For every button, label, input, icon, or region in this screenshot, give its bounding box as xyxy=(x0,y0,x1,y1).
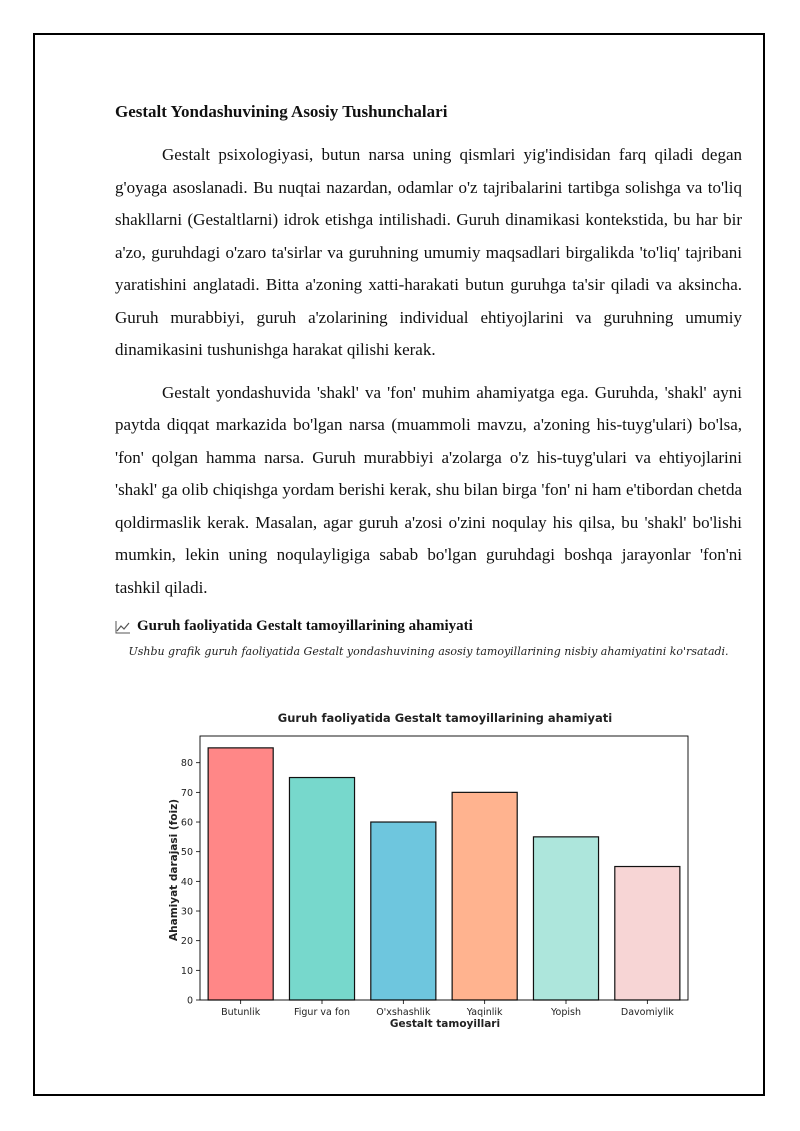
bar xyxy=(533,837,598,1000)
x-axis-label: Gestalt tamoyillari xyxy=(389,1018,501,1030)
paragraph-1: Gestalt psixologiyasi, butun narsa uning qismlari yig'indisidan farq qiladi degan g'oyaga asoslanadi. Bu nuqtai nazardan, odamlar o'z tajribalarini tartibga solishga va to'liq shakllarni (Gestaltlarni) idrok etishga intilishadi. Guruh dinamikasi kontekstida, bu har bir a'zo, guruhdagi o'zaro ta'sirlar va guruhning umumiy maqsadlari birgalikda 'to'liq' tajribani yaratishini anglatadi. Bitta a'zoning xatti-harakati butun guruhga ta'sir qiladi va aksincha. Guruh murabbiyi, guruh a'zolarining individual ehtiyojlarini va guruhning umumiy dinamikasini tushunishga harakat qilishi kerak. xyxy=(115,145,742,359)
y-axis-label: Ahamiyat darajasi (foiz) xyxy=(168,799,180,941)
x-tick-label: Davomiylik xyxy=(620,1007,674,1018)
chart-line-icon xyxy=(115,620,131,634)
x-tick-label: Figur va fon xyxy=(293,1007,351,1018)
chart-title: Guruh faoliyatida Gestalt tamoyillarining ahamiyati xyxy=(277,711,613,725)
bar xyxy=(615,867,680,1000)
chart-caption: Ushbu grafik guruh faoliyatida Gestalt yondashuvining asosiy tamoyillarining nisbiy ahamiyatini ko'rsatadi. xyxy=(128,645,729,658)
y-tick-label: 60 xyxy=(180,817,193,829)
bar xyxy=(452,792,517,1000)
y-tick-label: 50 xyxy=(180,847,193,859)
x-tick-label: Yopish xyxy=(551,1007,581,1018)
y-tick-label: 40 xyxy=(180,876,193,888)
bar-chart xyxy=(160,705,720,1035)
chart-heading xyxy=(115,618,742,635)
bar xyxy=(371,822,436,1000)
document-body xyxy=(115,100,742,658)
y-tick-label: 10 xyxy=(180,965,193,977)
y-tick-label: 70 xyxy=(180,787,193,799)
bar xyxy=(208,748,273,1000)
section-title: Gestalt Yondashuvining Asosiy Tushunchalari xyxy=(115,102,448,121)
bar xyxy=(289,778,354,1000)
x-tick-label: Yaqinlik xyxy=(466,1007,503,1018)
chart-heading-text: Guruh faoliyatida Gestalt tamoyillarining ahamiyati xyxy=(137,618,473,634)
plot-area xyxy=(181,736,688,1018)
y-tick-label: 0 xyxy=(186,995,193,1007)
paragraph-2: Gestalt yondashuvida 'shakl' va 'fon' muhim ahamiyatga ega. Guruhda, 'shakl' ayni paytda diqqat markazida bo'lgan narsa (muammoli mavzu, a'zoning his-tuyg'ulari) bo'lsa, 'fon' qolgan hamma narsa. Guruh murabbiyi a'zolarga o'z his-tuyg'ulari va ehtiyojlarini 'shakl' ga olib chiqishga yordam berishi kerak, shu bilan birga 'fon' ni ham e'tibordan chetda qoldirmaslik kerak. Masalan, agar guruh a'zosi o'zini noqulay his qilsa, bu 'shakl' bo'lishi mumkin, lekin uning noqulayligiga sabab bo'lgan guruhdagi boshqa jarayonlar 'fon'ni tashkil qiladi. xyxy=(115,382,742,597)
x-tick-label: Butunlik xyxy=(221,1007,261,1018)
y-tick-label: 80 xyxy=(180,758,193,770)
x-tick-label: O'xshashlik xyxy=(376,1007,431,1018)
y-tick-label: 30 xyxy=(180,906,193,918)
y-tick-label: 20 xyxy=(180,936,193,948)
